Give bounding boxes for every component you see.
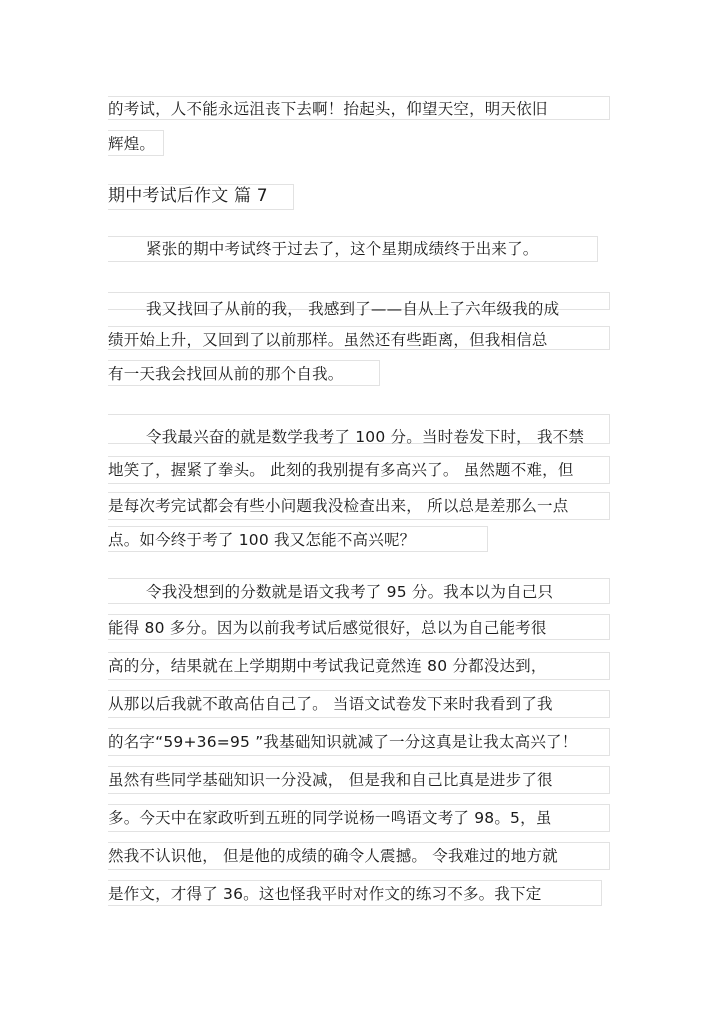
paragraph-line: 能得 80 多分。因为以前我考试后感觉很好，总以为自己能考很 bbox=[108, 619, 547, 637]
paragraph-line: 的名字“59+36=95 ”我基础知识就减了一分这真是让我太高兴了！ bbox=[108, 733, 578, 751]
paragraph-line: 虽然有些同学基础知识一分没减， 但是我和自己比真是进步了很 bbox=[108, 771, 553, 789]
paragraph-line: 是作文，才得了 36。这也怪我平时对作文的练习不多。我下定 bbox=[108, 885, 542, 903]
paragraph-line: 高的分，结果就在上学期期中考试我记竟然连 80 分都没达到， bbox=[108, 657, 547, 675]
section-heading: 期中考试后作文 篇 7 bbox=[108, 186, 268, 206]
paragraph-line: 辉煌。 bbox=[108, 135, 156, 153]
paragraph-line: 从那以后我就不敢高估自己了。 当语文试卷发下来时我看到了我 bbox=[108, 695, 553, 713]
paragraph-line: 地笑了，握紧了拳头。 此刻的我别提有多高兴了。 虽然题不难，但 bbox=[108, 461, 574, 479]
paragraph-line: 是每次考完试都会有些小问题我没检查出来， 所以总是差那么一点 bbox=[108, 497, 569, 515]
paragraph-line: 令我没想到的分数就是语文我考了 95 分。我本以为自己只 bbox=[146, 583, 554, 601]
paragraph-line: 绩开始上升，又回到了以前那样。虽然还有些距离，但我相信总 bbox=[108, 331, 548, 349]
paragraph-line: 紧张的期中考试终于过去了，这个星期成绩终于出来了。 bbox=[146, 240, 539, 258]
paragraph-line: 令我最兴奋的就是数学我考了 100 分。当时卷发下时， 我不禁 bbox=[146, 428, 585, 446]
paragraph-line: 有一天我会找回从前的那个自我。 bbox=[108, 365, 344, 383]
paragraph-line: 然我不认识他， 但是他的成绩的确令人震撼。 令我难过的地方就 bbox=[108, 847, 558, 865]
paragraph-line: 我又找回了从前的我， 我感到了——自从上了六年级我的成 bbox=[146, 300, 560, 318]
paragraph-line: 的考试，人不能永远沮丧下去啊！抬起头，仰望天空，明天依旧 bbox=[108, 100, 548, 118]
paragraph-line: 点。如今终于考了 100 我又怎能不高兴呢？ bbox=[108, 531, 416, 549]
paragraph-line: 多。今天中在家政听到五班的同学说杨一鸣语文考了 98。5，虽 bbox=[108, 809, 552, 827]
